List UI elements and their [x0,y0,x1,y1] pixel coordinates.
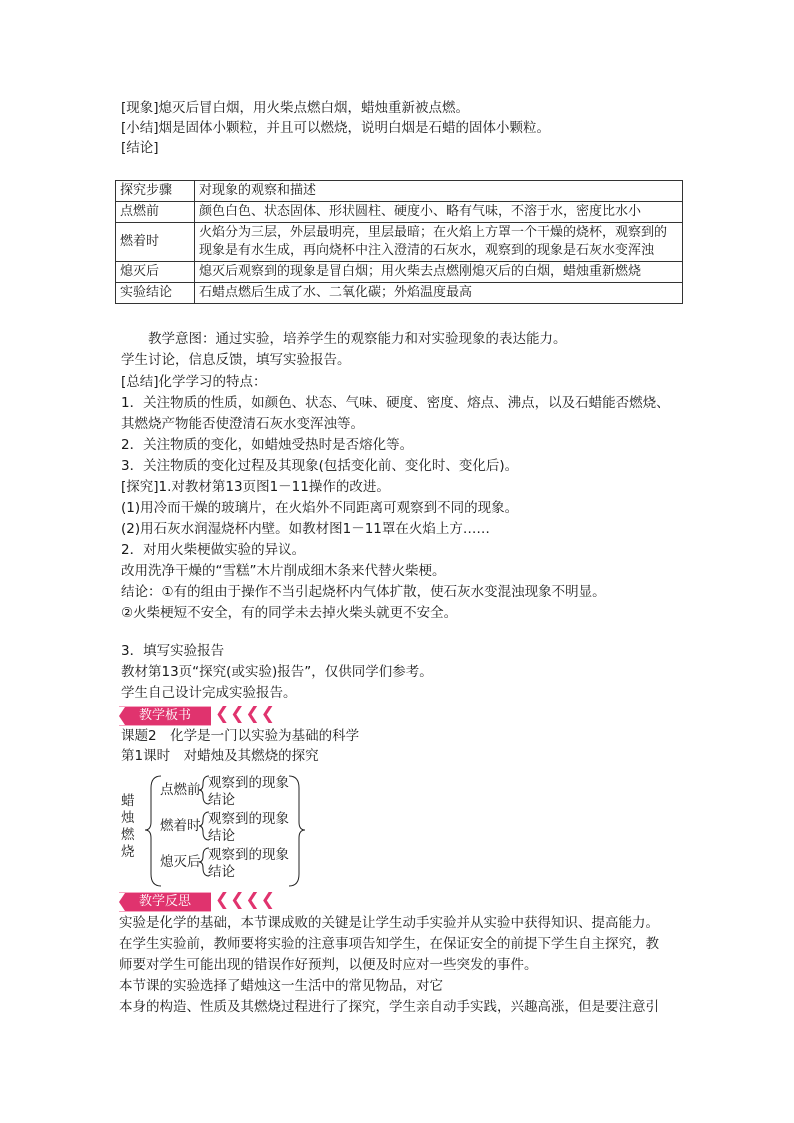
outer-left-brace [145,776,161,886]
board-subtitle: 第1课时 对蜡烛及其燃烧的探究 [121,748,319,764]
table-header-row [116,181,683,202]
table-cell-observation: 颜色白色、状态固体、形状圆柱、硬度小、略有气味，不溶于水，密度比水小 [195,202,683,223]
body-line: 2．关注物质的变化，如蜡烛受热时是否熔化等。 [121,437,414,453]
intro-summary: [小结]烟是固体小颗粒，并且可以燃烧，说明白烟是石蜡的固体小颗粒。 [121,120,551,136]
report-line: 学生自己设计完成实验报告。 [121,685,297,701]
board-banner-label: 教学板书 [119,706,211,726]
chevron-left-icon: ❮❮❮❮ [215,890,276,910]
table-header-cell: 对现象的观察和描述 [195,181,683,202]
body-line: 2．对用火柴梗做实验的异议。 [121,542,306,558]
body-line: 结论：①有的组由于操作不当引起烧杯内气体扩散，使石灰水变混浊现象不明显。 [121,584,606,600]
board-title: 课题2 化学是一门以实验为基础的科学 [121,728,360,744]
body-line: (2)用石灰水润湿烧杯内壁。如教材图1－11罩在火焰上方…… [121,521,490,537]
body-line: 其燃烧产物能否使澄清石灰水变浑浊等。 [121,416,364,432]
table-cell-observation: 石蜡点燃后生成了水、二氧化碳；外焰温度最高 [195,283,683,304]
reflection-line: 本节课的实验选择了蜡烛这一生活中的常见物品，对它 [119,978,443,994]
table-row [116,223,683,262]
conclusion-item: 结论 [208,828,235,844]
table-header-cell: 探究步骤 [116,181,195,202]
observed-phenomenon: 观察到的现象 [208,775,289,791]
report-line: 教材第13页“探究(或实验)报告”，仅供同学们参考。 [121,664,433,680]
chevron-left-icon: ❮❮❮❮ [215,704,276,724]
stage-before-lighting: 点燃前 [160,782,201,798]
reflection-banner-label: 教学反思 [119,892,211,912]
table-cell-observation: 火焰分为三层，外层最明亮，里层最暗；在火焰上方罩一个干燥的烧杯，观察到的现象是有水生成，再向烧杯中注入澄清的石灰水，观察到的现象是石灰水变浑浊 [195,223,683,262]
observed-phenomenon: 观察到的现象 [208,811,289,827]
conclusion-item: 结论 [208,864,235,880]
report-heading: 3．填写实验报告 [121,643,225,659]
body-line: [探究]1.对教材第13页图1－11操作的改进。 [121,479,390,495]
teaching-intent: 教学意图：通过实验，培养学生的观察能力和对实验现象的表达能力。 [121,331,567,347]
table-row [116,283,683,304]
reflection-line: 本身的构造、性质及其燃烧过程进行了探究，学生亲自动手实践，兴趣高涨，但是要注意引 [119,999,659,1015]
intro-conclusion-label: [结论] [121,140,159,156]
body-line: (1)用冷而干燥的玻璃片，在火焰外不同距离可观察到不同的现象。 [121,500,519,516]
reflection-line: 师要对学生可能出现的错误作好预判，以便及时应对一些突发的事件。 [119,957,538,973]
reflection-line: 实验是化学的基础，本节课成败的关键是让学生动手实验并从实验中获得知识、提高能力。 [119,915,659,931]
table-cell-step: 实验结论 [116,283,195,304]
board-root-char: 烧 [121,844,135,860]
board-root-char: 燃 [121,827,135,843]
stage-after-extinguish: 熄灭后 [160,854,201,870]
board-root-char: 烛 [121,810,135,826]
table-cell-step: 点燃前 [116,202,195,223]
body-line: ②火柴梗短不安全，有的同学未去掉火柴头就更不安全。 [121,605,458,621]
table-cell-step: 燃着时 [116,223,195,262]
observed-phenomenon: 观察到的现象 [208,847,289,863]
reflection-line: 在学生实验前，教师要将实验的注意事项告知学生，在保证安全的前提下学生自主探究，教 [119,936,659,952]
body-line: 改用洗净干燥的“雪糕”木片削成细木条来代替火柴梗。 [121,563,446,579]
outer-right-brace [289,776,305,886]
board-root-char: 蜡 [121,793,135,809]
intro-phenomenon: [现象]熄灭后冒白烟，用火柴点燃白烟，蜡烛重新被点燃。 [121,100,470,116]
body-line: 学生讨论，信息反馈，填写实验报告。 [121,352,351,368]
table-row [116,202,683,223]
body-line: 1．关注物质的性质，如颜色、状态、气味、硬度、密度、熔点、沸点，以及石蜡能否燃烧、 [121,395,670,411]
experiment-table [115,180,683,304]
body-line: 3．关注物质的变化过程及其现象(包括变化前、变化时、变化后)。 [121,458,519,474]
body-line: [总结]化学学习的特点： [121,374,267,390]
table-row [116,262,683,283]
conclusion-item: 结论 [208,792,235,808]
table-cell-step: 熄灭后 [116,262,195,283]
stage-burning: 燃着时 [160,818,201,834]
table-cell-observation: 熄灭后观察到的现象是冒白烟；用火柴去点燃刚熄灭后的白烟，蜡烛重新燃烧 [195,262,683,283]
